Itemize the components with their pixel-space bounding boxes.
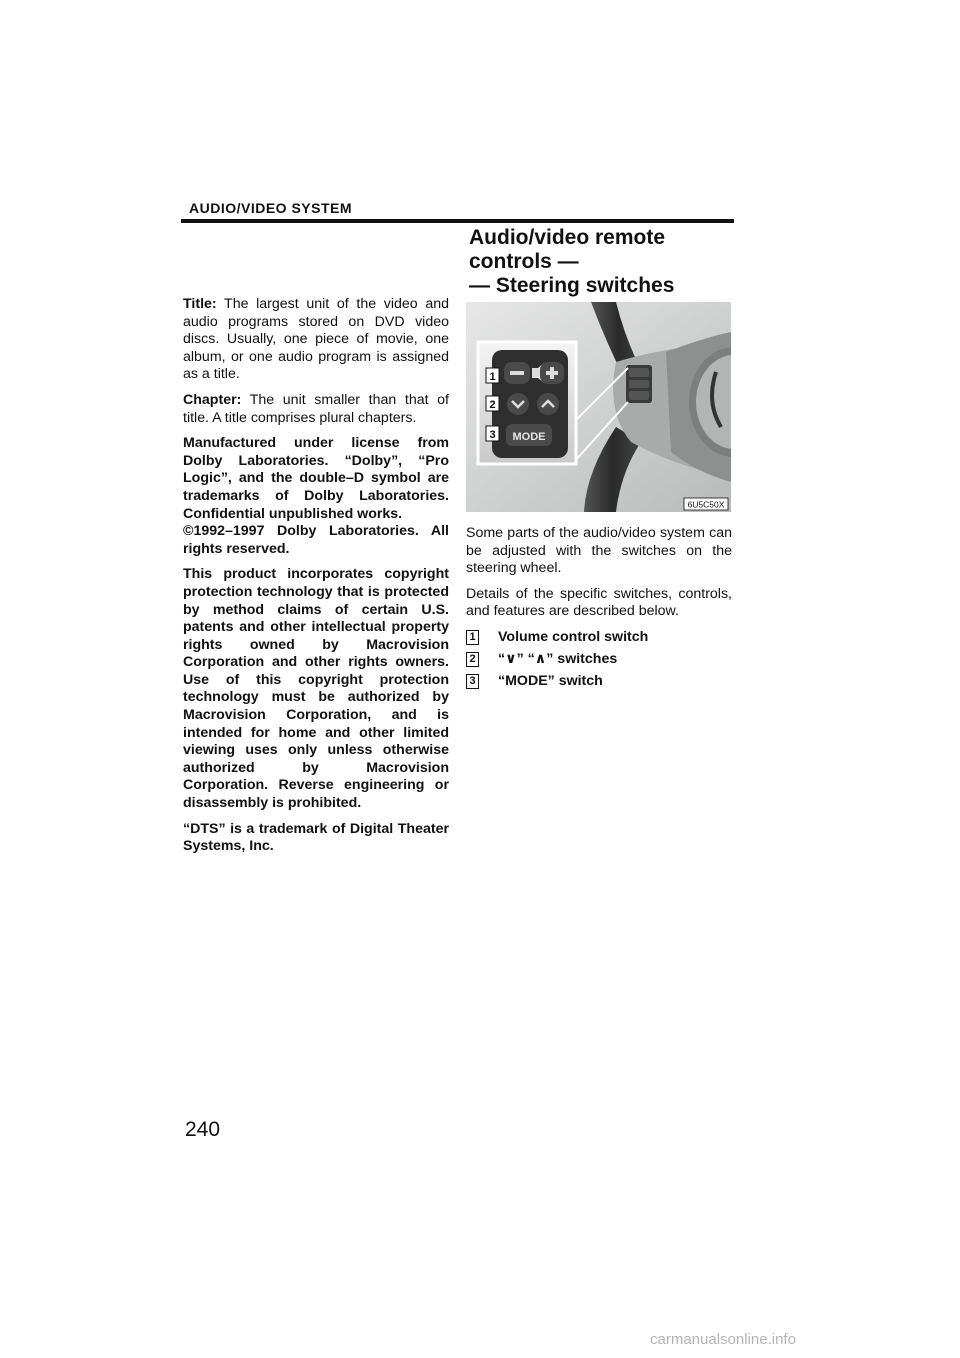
right-column [466,525,732,695]
dts-notice: “DTS” is a trademark of Digital Theater Systems, Inc. [183,820,449,855]
item-number-box: 3 [466,674,479,689]
list-item [466,673,732,691]
dolby-text: Manufactured under license from Dolby Laboratories. “Dolby”, “Pro Logic”, and the double–D symbol are trademarks of Dolby Laboratories. Confidential unpublished works. [183,435,449,522]
chapter-term: Chapter: [183,391,242,408]
chapter-def-text: The unit smaller than that of title. A title comprises plural chapters. [183,391,449,426]
details-paragraph: Details of the specific switches, controls, and features are described below. [466,585,732,620]
title-def-text: The largest unit of the video and audio programs stored on DVD video discs. Usually, one piece of movie, one album, or one audio program is assigned as a title. [183,296,449,383]
title-definition [183,296,449,384]
mode-button-label: MODE [512,431,546,443]
steering-wheel-illustration [466,302,731,512]
section-title-line: Audio/video remote [469,226,666,249]
list-item [466,629,732,647]
title-term: Title: [183,296,217,312]
item-label: Volume control switch [498,629,649,646]
callout-2: 2 [489,399,496,411]
dolby-copyright: ©1992–1997 Dolby Laboratories. All rights reserved. [183,523,449,557]
intro-paragraph: Some parts of the audio/video system can be adjusted with the switches on the steering wheel. [466,525,732,577]
running-header: AUDIO/VIDEO SYSTEM [189,200,353,216]
section-title [469,226,739,298]
section-title-line: controls — [469,250,579,273]
header-rule [181,219,734,223]
item-label: “∨” “∧” switches [498,651,618,668]
dolby-notice [183,435,449,558]
figure-code: 6U5C50X [687,499,725,510]
callout-3: 3 [489,429,496,441]
callout-1: 1 [489,371,496,383]
section-title-line: — Steering switches [469,274,675,297]
item-number-box: 2 [466,652,479,667]
watermark: carmanualsonline.info [650,1331,796,1348]
page-number: 240 [185,1118,221,1141]
steering-switch-figure [466,302,731,512]
chapter-definition [183,392,449,427]
item-number-box: 1 [466,630,479,645]
item-label: “MODE” switch [498,673,603,690]
left-column [183,296,449,864]
macrovision-notice: This product incorporates copyright protection technology that is protected by method claims of certain U.S. patents and other intellectual property rights owned by Macrovision Corporation and other rights owners. Use of this copyright protection technology must be authorized by Macrovision Corporation, and is intended for home and other limited viewing uses only unless otherwise authorized by Macrovision Corporation. Reverse engineering or disassembly is prohibited. [183,566,449,812]
list-item [466,651,732,669]
